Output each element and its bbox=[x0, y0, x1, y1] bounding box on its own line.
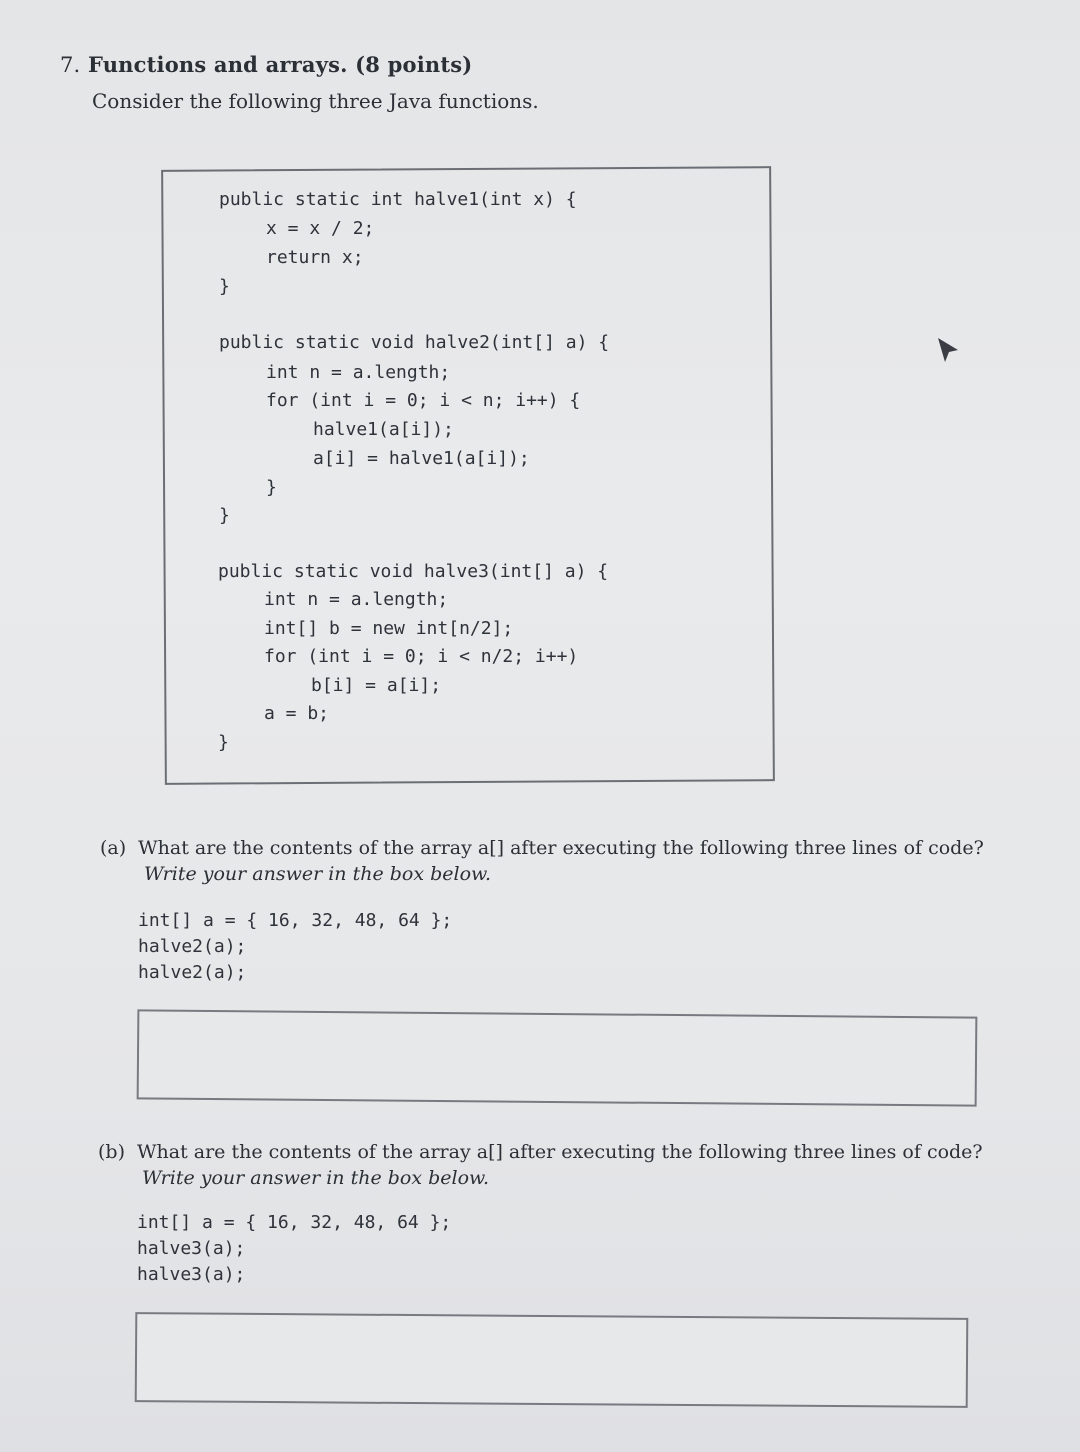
code-line: public static void halve3(int[] a) { bbox=[218, 561, 609, 582]
part-b-code-line: int[] a = { 16, 32, 48, 64 }; bbox=[137, 1212, 452, 1233]
question-title-text: Functions and arrays. (8 points) bbox=[87, 52, 473, 77]
code-line: b[i] = a[i]; bbox=[311, 675, 442, 696]
code-line: int n = a.length; bbox=[264, 589, 449, 610]
part-b-answer-box[interactable] bbox=[135, 1312, 969, 1408]
code-line: public static int halve1(int x) { bbox=[219, 189, 577, 210]
part-b-instruction: Write your answer in the box below. bbox=[142, 1166, 490, 1189]
code-line: halve1(a[i]); bbox=[313, 419, 454, 440]
code-line: public static void halve2(int[] a) { bbox=[219, 332, 610, 353]
code-line: } bbox=[218, 732, 229, 753]
code-line: } bbox=[266, 477, 277, 498]
code-line: int n = a.length; bbox=[266, 362, 451, 383]
part-b-code-line: halve3(a); bbox=[137, 1238, 246, 1259]
part-a-code-line: halve2(a); bbox=[138, 936, 247, 957]
part-a-answer-box[interactable] bbox=[137, 1009, 978, 1106]
question-title bbox=[60, 52, 472, 77]
code-line: for (int i = 0; i < n/2; i++) bbox=[264, 646, 579, 667]
code-line: int[] b = new int[n/2]; bbox=[264, 618, 514, 639]
code-line: a[i] = halve1(a[i]); bbox=[313, 448, 530, 469]
part-a-code-line: int[] a = { 16, 32, 48, 64 }; bbox=[138, 910, 453, 931]
question-number: 7. bbox=[60, 53, 81, 77]
part-b-label: (b) bbox=[98, 1141, 125, 1163]
code-line: for (int i = 0; i < n; i++) { bbox=[266, 390, 581, 411]
part-a-question-text: What are the contents of the array a[] after executing the following three lines of code? bbox=[138, 837, 984, 859]
code-line: x = x / 2; bbox=[266, 218, 375, 239]
code-line: } bbox=[219, 276, 230, 297]
question-intro: Consider the following three Java functions. bbox=[92, 89, 539, 113]
part-a-question bbox=[100, 836, 1000, 887]
code-line: return x; bbox=[266, 247, 364, 268]
code-line: } bbox=[219, 505, 230, 526]
part-b-code-line: halve3(a); bbox=[137, 1264, 246, 1285]
mouse-cursor-icon bbox=[936, 336, 960, 368]
part-a-label: (a) bbox=[100, 837, 127, 859]
code-line: a = b; bbox=[264, 703, 330, 724]
part-b-question bbox=[98, 1140, 998, 1191]
code-listing-box bbox=[161, 166, 775, 785]
part-b-question-text: What are the contents of the array a[] after executing the following three lines of code? bbox=[137, 1141, 983, 1163]
part-a-instruction: Write your answer in the box below. bbox=[144, 862, 492, 885]
part-a-code-line: halve2(a); bbox=[138, 962, 247, 983]
